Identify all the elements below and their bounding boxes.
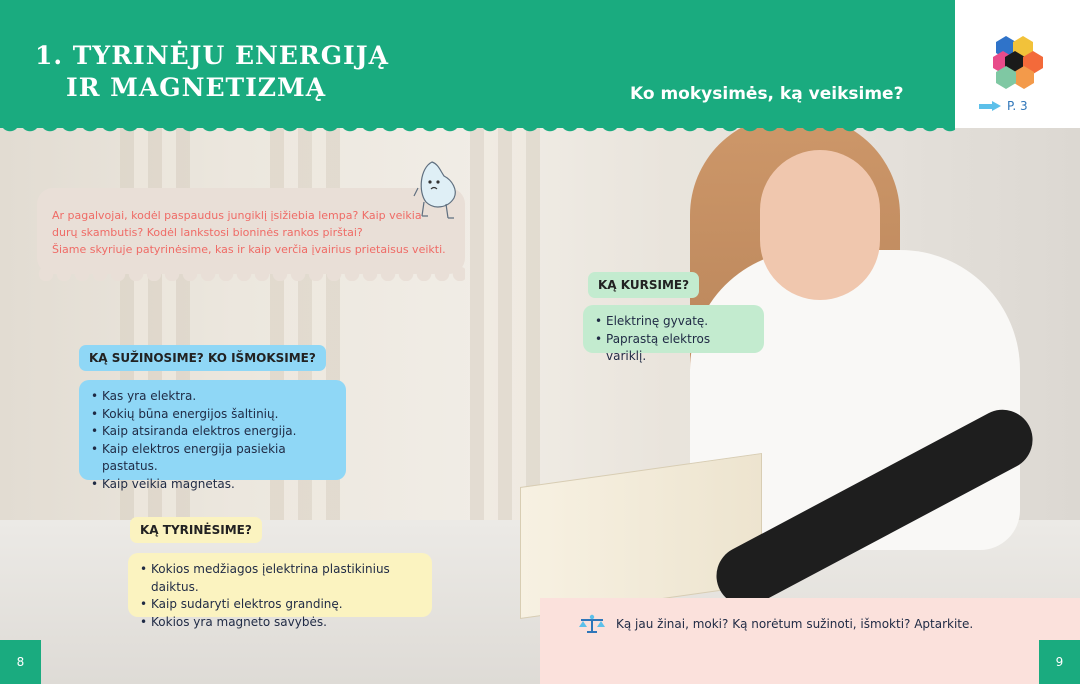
hexagon-logo-icon xyxy=(990,34,1048,92)
chapter-subtitle: Ko mokysimės, ką veiksime? xyxy=(630,84,904,104)
list-item: • Kaip sudaryti elektros grandinę. xyxy=(140,596,422,614)
intro-line: Šiame skyriuje patyrinėsime, kas ir kaip verčia įvairius prietaisus veikti. xyxy=(52,243,446,256)
discussion-strip xyxy=(540,598,1080,684)
page-reference[interactable] xyxy=(979,99,1028,113)
header-scallop-edge xyxy=(0,122,955,136)
page-number-right: 9 xyxy=(1039,640,1080,684)
mascot-icon xyxy=(410,158,466,222)
list-item: • Kaip veikia magnetas. xyxy=(91,476,336,494)
list-item: • Kaip elektros energija pasiekia pastatus. xyxy=(91,441,336,476)
girl-face xyxy=(760,150,880,300)
list-item: • Paprastą elektros variklį. xyxy=(595,331,754,366)
explore-heading: KĄ TYRINĖSIME? xyxy=(130,517,262,543)
list-item: • Kaip atsiranda elektros energija. xyxy=(91,423,336,441)
explore-list xyxy=(128,553,432,629)
list-item: • Elektrinę gyvatę. xyxy=(595,313,754,331)
chapter-title-line2: IR MAGNETIZMĄ xyxy=(66,73,327,102)
scales-icon xyxy=(578,614,606,634)
discussion-text: Ką jau žinai, moki? Ką norėtum sužinoti, išmokti? Aptarkite. xyxy=(616,617,974,631)
intro-line: Ar pagalvojai, kodėl paspaudus jungiklį įsižiebia lempa? Kaip veikia xyxy=(52,209,422,222)
list-item: • Kokios medžiagos įelektrina plastikinius daiktus. xyxy=(140,561,422,596)
intro-line: durų skambutis? Kodėl lankstosi bioninės rankos pirštai? xyxy=(52,226,363,239)
learn-list xyxy=(79,380,346,491)
chapter-title xyxy=(35,40,389,104)
arrow-right-icon xyxy=(979,101,1001,111)
list-item: • Kokių būna energijos šaltinių. xyxy=(91,406,336,424)
chapter-title-line1: 1. TYRINĖJU ENERGIJĄ xyxy=(35,41,389,70)
list-item: • Kas yra elektra. xyxy=(91,388,336,406)
list-item: • Kokios yra magneto savybės. xyxy=(140,614,422,632)
page-number-left: 8 xyxy=(0,640,41,684)
intro-bubble xyxy=(37,188,465,274)
learn-heading: KĄ SUŽINOSIME? KO IŠMOKSIME? xyxy=(79,345,326,371)
corner-panel xyxy=(955,0,1080,128)
chapter-header xyxy=(0,0,955,128)
create-heading: KĄ KURSIME? xyxy=(588,272,699,298)
create-list xyxy=(583,305,764,363)
page-reference-label: P. 3 xyxy=(1007,99,1028,113)
